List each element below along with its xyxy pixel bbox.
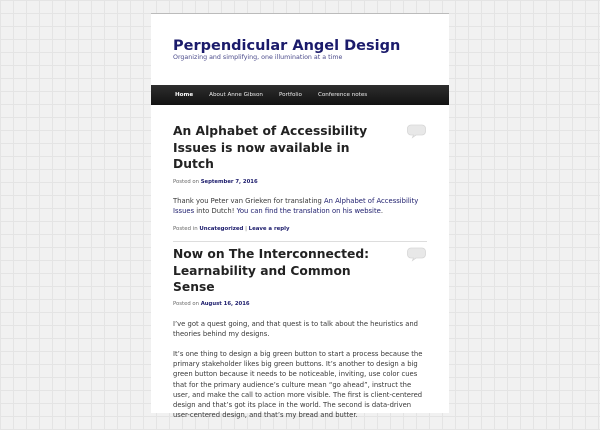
nav-item-home[interactable]: Home	[175, 92, 194, 98]
posted-in-label: Posted in	[173, 225, 198, 232]
post-divider	[173, 241, 427, 242]
post-footer	[173, 226, 423, 232]
post-meta	[173, 179, 423, 185]
post-text: .	[380, 206, 383, 215]
site-title-link[interactable]: Perpendicular Angel Design	[173, 38, 401, 54]
nav-item-portfolio[interactable]: Portfolio	[278, 92, 302, 98]
post-paragraph: It’s one thing to design a big green button to start a process because the primary stakeholder likes big green buttons. It’s another to design a big green button because it needs to be noticeable, inviting, use color cues that for the primary audience’s culture mean “go ahead”, instruct the user, and make the call to action more visible. The first is client-centered design and that’s got its place in the world. The second is data-driven user-centered design, and that’s my bread and butter.	[173, 349, 423, 420]
post-text: Thank you Peter van Grieken for translating	[173, 196, 325, 205]
site-description: Organizing and simplifying, one illumination at a time	[173, 54, 343, 61]
nav-item-about[interactable]: About Anne Gibson	[209, 92, 263, 98]
footer-separator: |	[245, 225, 247, 232]
post-paragraph: I’ve got a quest going, and that quest is to talk about the heuristics and theories behind my designs.	[173, 319, 418, 338]
posted-on-label: Posted on	[173, 178, 199, 185]
post-title-link[interactable]: An Alphabet of Accessibility Issues is now available in Dutch	[173, 124, 368, 171]
post-content	[173, 319, 423, 421]
post-meta	[173, 301, 423, 307]
main-navigation	[151, 85, 449, 105]
posted-on-label: Posted on	[173, 300, 199, 307]
leave-reply-link[interactable]: Leave a reply	[248, 225, 290, 232]
post-article	[173, 123, 423, 232]
nav-item-conference-notes[interactable]: Conference notes	[317, 92, 368, 98]
category-link[interactable]: Uncategorized	[199, 225, 244, 232]
comment-bubble-icon[interactable]	[407, 124, 426, 138]
page-container	[151, 13, 449, 420]
alphabet-issues-link[interactable]: An Alphabet of Accessibility Issues	[173, 196, 419, 215]
post-date-link[interactable]: September 7, 2016	[200, 178, 258, 185]
post-content	[173, 196, 423, 216]
translation-website-link[interactable]: You can find the translation on his website	[236, 206, 381, 215]
post-paragraph	[173, 196, 423, 216]
post-title-link[interactable]: Now on The Interconnected: Learnability and Common Sense	[173, 247, 370, 294]
post-text: into Dutch!	[194, 206, 237, 215]
post-article	[173, 246, 423, 430]
post-date-link[interactable]: August 16, 2016	[200, 300, 250, 307]
comment-bubble-icon[interactable]	[407, 247, 426, 261]
